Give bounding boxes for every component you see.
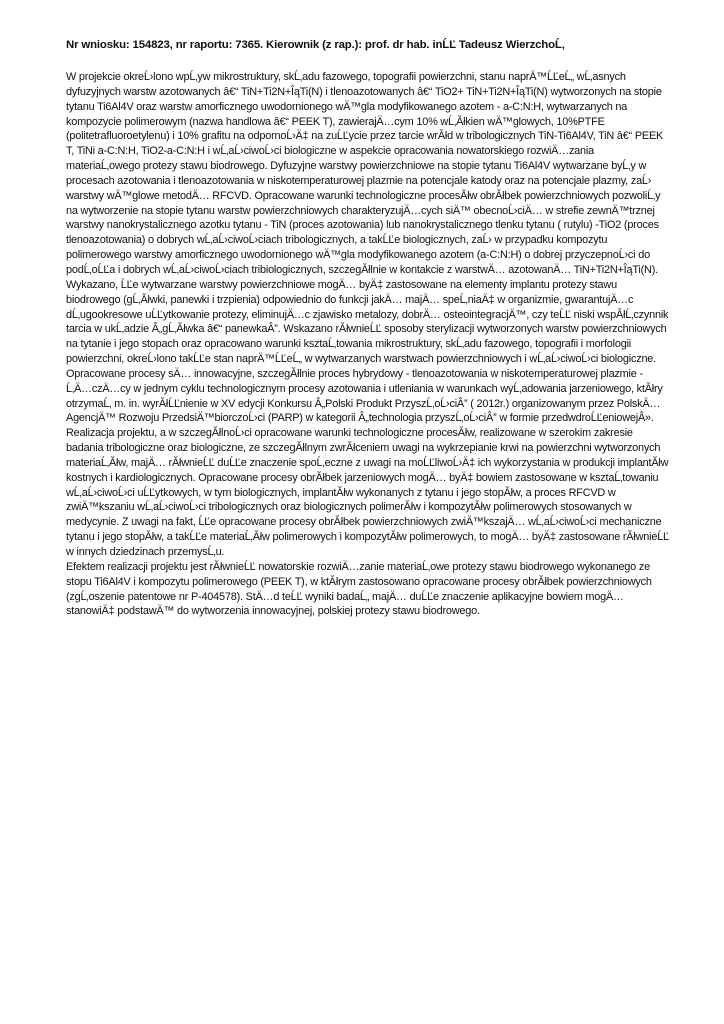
body-paragraph-1: W projekcie okreĹ›lono wpĹ‚yw mikrostruktury, skĹ‚adu fazowego, topografii powierzchni, stanu naprÄ™ĹĽeĹ„ wĹ‚asnych dyfuzyjnych warstw azotowanych â€“ TiN+Ti2N+ÎąTi(N) i tlenoazotowanych â€“ TiO2+ TiN+Ti2N+ÎąTi(N) wytworzonych na stopie tytanu Ti6Al4V oraz warstw amorficznego uwodornionego wÄ™gla modyfikowanego azotem - a-C:N:H, wytwarzanych na kompozycie polimerowym (nazwa handlowa â€“ PEEK T), zawierajÄ…cym 10% wĹ‚Ăłkien wÄ™glowych, 10%PTFE (politetrafluoroetylenu) i 10% grafitu na odpornoĹ›Ä‡ na zuĹĽycie przez tarcie wrĂłd w tribologicznych TiN-Ti6Al4V, TiN â€“ PEEK T, TiNi a-C:N:H, TiO2-a-C:N:H i wĹ‚aĹ›ciwoĹ›ci biologiczne w aspekcie opracowania nowatorskiego rozwiÄ…zania materiaĹ‚owego protezy stawu biodrowego. Dyfuzyjne warstwy powierzchniowe na stopie tytanu Ti6Al4V wytwarzane byĹ‚y w procesach azotowania i tlenoazotowania w niskotemperaturowej plazmie na potencjale katody oraz na potencjale plazmy, zaĹ› warstwy wÄ™glowe metodÄ… RFCVD. Opracowane warunki technologiczne procesĂłw obrĂłbek powierzchniowych pozwoliĹ‚y na wytworzenie na stopie tytanu warstw powierzchniowych charakteryzujÄ…cych siÄ™ obecnoĹ›ciÄ… w strefie zewnÄ™trznej warstwy nanokrystalicznego azotku tytanu - TiN (proces azotowania) lub nanokrystalicznego tlenku tytanu ( rutylu) -TiO2 (proces tlenoazotowania) o dobrych wĹ‚aĹ›ciwoĹ›ciach tribologicznych, a takĹĽe biologicznych, zaĹ› w przypadku kompozytu polimerowego warstwy amorficznego uwodornionego wÄ™gla modyfikowanego azotem (a-C:N:H) o dobrej przyczepnoĹ›ci do podĹ‚oĹĽa i dobrych wĹ‚aĹ›ciwoĹ›ciach tribiologicznych, szczegĂłlnie w kontakcie z warstwÄ… azotowanÄ… TiN+Ti2N+ÎąTi(N). Wykazano, ĹĽe wytwarzane warstwy powierzchniowe mogÄ… byÄ‡ zastosowane na elementy implantu protezy stawu biodrowego (gĹ‚Ăłwki, panewki i trzpienia) odpowiednio do funkcji jakÄ… majÄ… speĹ‚niaÄ‡ w organizmie, gwarantujÄ…c dĹ‚ugookresowe uĹĽytkowanie protezy, eliminujÄ…c zjawisko metalozy, dobrÄ… osteointegracjÄ™, czy teĹĽ niski wspĂłĹ‚czynnik tarcia w ukĹ‚adzie Â„gĹ‚Ăłwka â€“ panewkaÂ”. Wskazano rĂłwnieĹĽ sposoby sterylizacji wytworzonych warstw powierzchniowych na tytanie i jego stopach oraz opracowano warunki ksztaĹ‚towania mikrostruktury, skĹ‚adu fazowego, topografii i morfologii powierzchni, okreĹ›lono takĹĽe stan naprÄ™ĹĽeĹ„ w wytwarzanych warstwach powierzchniowych i wĹ‚aĹ›ciwoĹ›ci biologiczne. Opracowane procesy sÄ… innowacyjne, szczegĂłlnie proces hybrydowy - tlenoazotowania w niskotemperaturowej plazmie - Ĺ‚Ä…czÄ…cy w jednym cyklu technologicznym procesy azotowania i utleniania w warunkach wyĹ‚adowania jarzeniowego, ktĂłry otrzymaĹ‚ m. in. wyrĂłĹĽnienie w XV edycji Konkursu Â„Polski Produkt PrzyszĹ‚oĹ›ciÂ” ( 2012r.) organizowanym przez PolskÄ… AgencjÄ™ Rozwoju PrzedsiÄ™biorczoĹ›ci (PARP) w kategorii Â„technologia przyszĹ‚oĹ›ciÂ” w formie przedwdroĹĽeniowejÂ». Realizacja projektu, a w szczegĂłlnoĹ›ci opracowane warunki technologiczne procesĂłw, realizowane w szerokim zakresie badania tribologiczne oraz biologiczne, ze szczegĂłlnym zwrĂłceniem uwagi na wykrzepianie krwi na powierzchni wytworzonych materiaĹ‚Ăłw, majÄ… rĂłwnieĹĽ duĹĽe znaczenie spoĹ‚eczne z uwagi na moĹĽliwoĹ›Ä‡ ich wykorzystania w produkcji implantĂłw kostnych i kardiologicznych. Opracowane procesy obrĂłbek jarzeniowych mogÄ… byÄ‡ bowiem zastosowane w ksztaĹ‚towaniu wĹ‚aĹ›ciwoĹ›ci uĹĽytkowych, w tym biologicznych, implantĂłw wykonanych z tytanu i jego stopĂłw, a proces RFCVD w zwiÄ™kszaniu wĹ‚aĹ›ciwoĹ›ci tribologicznych oraz biologicznych polimerĂłw i kompozytĂłw polimerowych stosowanych w medycynie. Z uwagi na fakt, ĹĽe opracowane procesy obrĂłbek powierzchniowych zwiÄ™kszajÄ… wĹ‚aĹ›ciwoĹ›ci mechaniczne tytanu i jego stopĂłw, a takĹĽe materiaĹ‚Ăłw polimerowych i kompozytĂłw polimerowych, to mogÄ… byÄ‡ zastosowane rĂłwnieĹĽ w innych dziedzinach przemysĹ‚u. — [66, 71, 669, 558]
body-paragraph-2: Efektem realizacji projektu jest rĂłwnieĹĽ nowatorskie rozwiÄ…zanie materiaĹ‚owe protezy stawu biodrowego wykonanego ze stopu Ti6Al4V i kompozytu polimerowego (PEEK T), w ktĂłrym zastosowano opracowane procesy obrĂłbek powierzchniowych (zgĹ‚oszenie patentowe nr P-404578). StÄ…d teĹĽ wyniki badaĹ„ majÄ… duĹĽe znaczenie aplikacyjne bowiem mogÄ… stanowiÄ‡ podstawÄ™ do wytworzenia innowacyjnej, polskiej protezy stawu biodrowego. — [66, 560, 652, 618]
document-body — [66, 70, 670, 619]
document-page — [66, 38, 670, 619]
document-header: Nr wniosku: 154823, nr raportu: 7365. Kierownik (z rap.): prof. dr hab. inĹĽ Tadeusz WierzchoĹ‚ — [66, 39, 565, 51]
